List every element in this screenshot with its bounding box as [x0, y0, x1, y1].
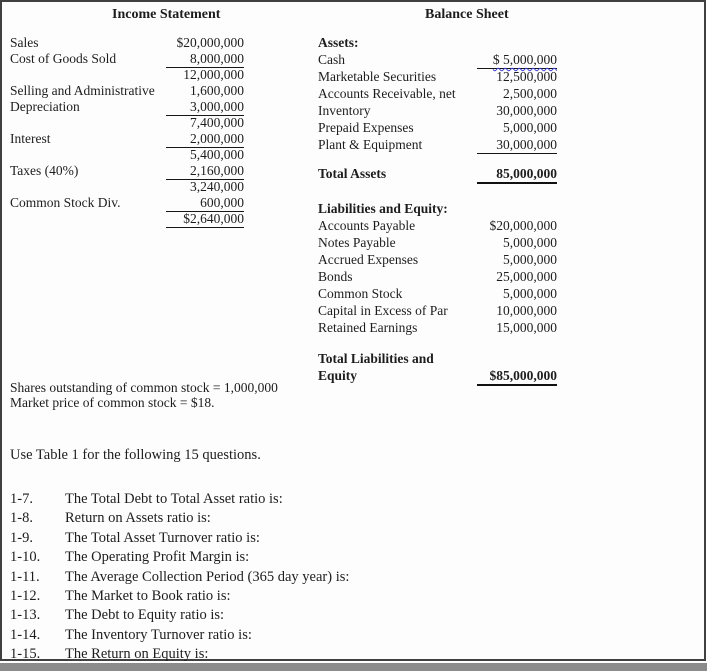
total-assets-value: 85,000,000 [477, 165, 557, 184]
row-value [477, 319, 557, 336]
row-value [477, 85, 557, 102]
balance-sheet-row [318, 136, 557, 153]
row-value-text: 30,000,000 [496, 103, 557, 118]
row-value [166, 195, 244, 212]
row-label: Depreciation [10, 99, 80, 114]
row-value [166, 179, 244, 195]
row-label: Cash [318, 52, 345, 67]
row-label: Inventory [318, 103, 371, 118]
row-value [477, 251, 557, 268]
question-number: 1-12. [10, 587, 41, 604]
assets-header: Assets: [318, 35, 359, 50]
row-label: Common Stock [318, 286, 403, 301]
row-value-text: $20,000,000 [489, 218, 557, 233]
row-label: Interest [10, 131, 51, 146]
row-value-text: $20,000,000 [176, 35, 244, 50]
income-statement-section [10, 35, 244, 227]
balance-sheet-row [318, 217, 557, 234]
question-row [10, 626, 349, 645]
row-value-text: 10,000,000 [496, 303, 557, 318]
total-liabilities-label-line2: Equity [318, 368, 358, 383]
question-number: 1-13. [10, 607, 41, 624]
row-value-text: 25,000,000 [496, 269, 557, 284]
row-value [166, 163, 244, 180]
row-value-text: 12,500,000 [496, 69, 557, 84]
liabilities-header-row [318, 200, 557, 217]
row-value [166, 99, 244, 116]
row-label: Notes Payable [318, 235, 396, 250]
asset-rows [318, 51, 557, 153]
total-liabilities-row-1 [318, 350, 557, 367]
total-assets-label: Total Assets [318, 166, 387, 181]
row-value [477, 136, 557, 154]
row-value-text: 5,000,000 [503, 252, 557, 267]
total-liabilities-row-2 [318, 367, 557, 384]
balance-sheet-row [318, 85, 557, 102]
row-value-text: 8,000,000 [190, 51, 244, 66]
question-row [10, 645, 349, 664]
row-value [166, 35, 244, 51]
row-value-text: 5,000,000 [503, 286, 557, 301]
row-value-text: 12,000,000 [183, 67, 244, 82]
question-text: The Average Collection Period (365 day year) is: [65, 568, 350, 585]
row-label: Cost of Goods Sold [10, 51, 117, 66]
question-row [10, 529, 349, 548]
row-value-text: 600,000 [200, 195, 244, 210]
income-statement-row [10, 131, 244, 147]
row-value-text: 1,600,000 [190, 83, 244, 98]
income-statement-row [10, 211, 244, 227]
income-statement-title: Income Statement [112, 7, 221, 22]
balance-sheet-row [318, 234, 557, 251]
row-label: Selling and Administrative [10, 83, 155, 98]
row-label: Plant & Equipment [318, 137, 423, 152]
balance-sheet-row [318, 319, 557, 336]
row-value-text: 7,400,000 [190, 115, 244, 130]
row-label: Accrued Expenses [318, 252, 419, 267]
income-statement-row [10, 115, 244, 131]
row-value [477, 102, 557, 119]
row-value [477, 268, 557, 285]
balance-sheet-row [318, 285, 557, 302]
row-value [166, 211, 244, 228]
row-label: Marketable Securities [318, 69, 437, 84]
window-bottom-bar [0, 663, 707, 671]
balance-sheet-row [318, 302, 557, 319]
row-value [166, 131, 244, 148]
note-market-price: Market price of common stock = $18. [10, 395, 215, 410]
question-row [10, 548, 349, 567]
row-label: Retained Earnings [318, 320, 418, 335]
row-value-text: 5,400,000 [190, 147, 244, 162]
question-text: The Market to Book ratio is: [65, 587, 231, 604]
question-number: 1-10. [10, 549, 41, 566]
assets-header-row [318, 34, 557, 51]
balance-sheet-row [318, 102, 557, 119]
row-value [477, 285, 557, 302]
income-statement-row [10, 51, 244, 67]
row-value [477, 51, 557, 69]
question-text: The Operating Profit Margin is: [65, 549, 250, 566]
row-label: Accounts Receivable, net [318, 86, 456, 101]
question-row [10, 606, 349, 625]
question-text: The Debt to Equity ratio is: [65, 607, 225, 624]
balance-sheet-row [318, 268, 557, 285]
income-statement-row [10, 163, 244, 179]
row-label: Sales [10, 35, 39, 50]
total-assets-row [318, 165, 557, 182]
question-number: 1-9. [10, 529, 33, 546]
question-number: 1-7. [10, 491, 33, 507]
instruction-text: Use Table 1 for the following 15 questions. [10, 447, 261, 463]
row-value-text: $2,640,000 [183, 211, 244, 226]
row-value [477, 68, 557, 85]
row-value-text: 5,000,000 [503, 120, 557, 135]
question-row [10, 490, 349, 509]
question-row [10, 509, 349, 528]
question-text: The Return on Equity is: [65, 646, 209, 663]
income-statement-row [10, 35, 244, 51]
row-value [166, 147, 244, 163]
question-row [10, 587, 349, 606]
income-statement-row [10, 83, 244, 99]
row-value [166, 51, 244, 68]
note-shares-outstanding: Shares outstanding of common stock = 1,000,000 [10, 380, 278, 395]
income-statement-row [10, 67, 244, 83]
income-statement-row [10, 179, 244, 195]
question-number: 1-15. [10, 646, 41, 663]
total-liabilities-value: $85,000,000 [477, 367, 557, 386]
question-number: 1-14. [10, 626, 41, 643]
row-label: Accounts Payable [318, 218, 416, 233]
liabilities-header: Liabilities and Equity: [318, 201, 448, 216]
total-liabilities-label-line1: Total Liabilities and [318, 351, 434, 366]
row-value-text: 15,000,000 [496, 320, 557, 335]
balance-sheet-row [318, 51, 557, 68]
row-value [477, 217, 557, 234]
row-label: Prepaid Expenses [318, 120, 414, 135]
row-value [166, 115, 244, 131]
notes-section [10, 380, 278, 410]
row-label: Bonds [318, 269, 353, 284]
income-statement-row [10, 195, 244, 211]
income-statement-row [10, 147, 244, 163]
question-number: 1-11. [10, 568, 40, 585]
question-text: The Total Debt to Total Asset ratio is: [65, 491, 283, 507]
balance-sheet-row [318, 68, 557, 85]
row-value-text: 30,000,000 [496, 137, 557, 152]
balance-sheet-title: Balance Sheet [425, 7, 509, 22]
balance-sheet-row [318, 251, 557, 268]
liability-rows [318, 217, 557, 336]
row-value [477, 119, 557, 136]
row-value [477, 234, 557, 251]
balance-sheet-section [318, 34, 557, 384]
row-label: Common Stock Div. [10, 195, 121, 210]
row-label: Capital in Excess of Par [318, 303, 448, 318]
questions-list [10, 490, 349, 665]
balance-sheet-row [318, 119, 557, 136]
row-value-text: 2,000,000 [190, 131, 244, 146]
row-value-text: $ 5,000,000 [492, 52, 557, 67]
row-value-text: 3,000,000 [190, 99, 244, 114]
row-value [477, 302, 557, 319]
row-value-text: 3,240,000 [190, 179, 244, 194]
question-text: The Inventory Turnover ratio is: [65, 626, 252, 643]
row-value-text: 2,160,000 [190, 163, 244, 178]
row-value [166, 67, 244, 83]
row-value [166, 83, 244, 99]
question-number: 1-8. [10, 510, 33, 527]
question-text: Return on Assets ratio is: [65, 510, 211, 527]
question-text: The Total Asset Turnover ratio is: [65, 529, 260, 546]
row-value-text: 2,500,000 [503, 86, 557, 101]
row-value-text: 5,000,000 [503, 235, 557, 250]
income-statement-row [10, 99, 244, 115]
question-row [10, 568, 349, 587]
row-label: Taxes (40%) [10, 163, 79, 178]
